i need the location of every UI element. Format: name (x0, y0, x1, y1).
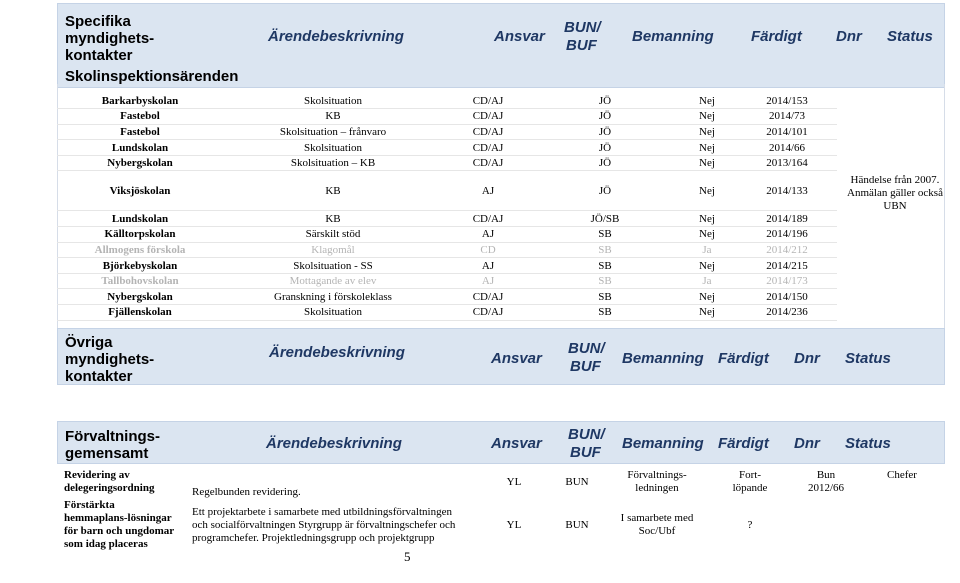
ansvar-cell: YL (506, 475, 522, 488)
bemanning-cell: Nej (677, 155, 737, 171)
dnr-cell: 2013/164 (737, 155, 837, 171)
description-cell: Granskning i förskoleklass (223, 289, 443, 305)
name-cell-line: som idag placeras (64, 538, 148, 550)
school-cell: Viksjöskolan (57, 171, 223, 211)
s3-header-status: Status (845, 435, 891, 452)
school-cell: Fjällenskolan (57, 305, 223, 321)
section2-title-line1: Övriga (65, 334, 113, 351)
bemanning-cell (604, 465, 710, 499)
section1-title-line2: myndighets- (65, 30, 155, 47)
ansvar-cell: CD/AJ (443, 155, 533, 171)
description-cell: Skolsituation – frånvaro (223, 124, 443, 140)
ansvar-cell: AJ (443, 258, 533, 274)
description-cell: Skolsituation – KB (223, 155, 443, 171)
table-row (57, 227, 837, 243)
header-bemanning: Bemanning (632, 28, 714, 45)
bemanning-cell-line: Soc/Ubf (638, 525, 676, 537)
bun-cell: SB (533, 258, 677, 274)
s3-header-bun: BUN/ (568, 426, 605, 443)
section3-header (57, 421, 945, 464)
dnr-cell: 2014/73 (737, 109, 837, 125)
section1-subtitle: Skolinspektionsärenden (65, 68, 239, 85)
bemanning-cell: Nej (677, 140, 737, 156)
description-cell-line: programchefer. Projektledningsgrupp och projektgrupp (192, 531, 435, 544)
s3-header-dnr: Dnr (794, 435, 820, 452)
bun-cell: JÖ (533, 124, 677, 140)
ansvar-cell: AJ (443, 227, 533, 243)
description-cell: Skolsituation - SS (223, 258, 443, 274)
table-row (62, 499, 942, 551)
ansvar-cell: CD/AJ (443, 93, 533, 109)
section3-title-line1: Förvaltnings- (65, 428, 161, 445)
table-row (57, 242, 837, 258)
bun-cell: JÖ (533, 109, 677, 125)
ansvar-cell: CD/AJ (443, 289, 533, 305)
common-table (62, 465, 942, 551)
dnr-cell (790, 465, 862, 499)
s3-header-fardigt: Färdigt (718, 435, 769, 452)
bun-cell: SB (533, 305, 677, 321)
header-dnr: Dnr (836, 28, 862, 45)
header-bun: BUN/ (564, 19, 601, 36)
bemanning-cell: Nej (677, 93, 737, 109)
bun-cell: SB (533, 273, 677, 289)
s2-header-bemanning: Bemanning (622, 350, 704, 367)
bemanning-cell-line: I samarbete med (620, 512, 694, 524)
status-cell: Chefer (887, 469, 917, 481)
name-cell (62, 499, 190, 551)
dnr-cell: 2014/196 (737, 227, 837, 243)
inspection-table (57, 93, 837, 321)
school-cell: Nybergskolan (57, 155, 223, 171)
ansvar-cell: CD (443, 242, 533, 258)
description-cell: Skolsituation (223, 93, 443, 109)
bemanning-cell: Nej (677, 227, 737, 243)
description-cell: Mottagande av elev (223, 273, 443, 289)
bun-cell: JÖ/SB (533, 211, 677, 227)
bun-cell: JÖ (533, 93, 677, 109)
s3-header-arendebeskrivning: Ärendebeskrivning (266, 435, 402, 452)
description-cell: KB (223, 211, 443, 227)
header-status: Status (887, 28, 933, 45)
name-cell-line: Revidering av (64, 469, 130, 481)
fardigt-cell-line: Fort- (739, 469, 761, 481)
s3-header-buf: BUF (570, 444, 601, 461)
school-cell: Nybergskolan (57, 289, 223, 305)
page-number: 5 (404, 549, 411, 564)
bun-cell: JÖ (533, 140, 677, 156)
bemanning-cell: Nej (677, 124, 737, 140)
table-row (57, 93, 837, 109)
bun-cell: BUN (565, 518, 589, 531)
bun-cell: SB (533, 289, 677, 305)
description-cell: Skolsituation (223, 305, 443, 321)
bemanning-cell: Ja (677, 273, 737, 289)
description-cell-line: Ett projektarbete i samarbete med utbildningsförvaltningen (192, 505, 452, 518)
ansvar-cell: AJ (443, 273, 533, 289)
school-cell: Fastebol (57, 124, 223, 140)
bun-cell: JÖ (533, 155, 677, 171)
ansvar-cell: CD/AJ (443, 305, 533, 321)
fardigt-cell (710, 465, 790, 499)
s2-header-fardigt: Färdigt (718, 350, 769, 367)
description-cell (190, 499, 478, 551)
dnr-cell-line: 2012/66 (807, 482, 845, 494)
s2-header-bun: BUN/ (568, 340, 605, 357)
bun-cell: SB (533, 227, 677, 243)
header-buf: BUF (566, 37, 597, 54)
dnr-cell: 2014/212 (737, 242, 837, 258)
name-cell (62, 465, 190, 499)
bemanning-cell: Nej (677, 211, 737, 227)
ansvar-cell: CD/AJ (443, 211, 533, 227)
name-cell-line: Förstärkta (64, 499, 115, 511)
fardigt-cell-line: ? (747, 518, 753, 531)
table-row (57, 258, 837, 274)
section2-title-line2: myndighets- (65, 351, 155, 368)
s2-header-buf: BUF (570, 358, 601, 375)
section1-header (57, 3, 945, 67)
row-note: Händelse från 2007. Anmälan gäller också UBN (847, 174, 943, 212)
ansvar-cell: CD/AJ (443, 124, 533, 140)
name-cell-line: hemmaplans-lösningar (64, 512, 172, 524)
description-cell-line: och socialförvaltningen Styrgrupp är förvaltningschefer och (192, 518, 456, 531)
section1-title-line1: Specifika (65, 13, 131, 30)
dnr-cell (790, 499, 862, 551)
description-cell (190, 465, 478, 499)
dnr-cell: 2014/133 (737, 171, 837, 211)
table-row (57, 155, 837, 171)
bemanning-cell: Nej (677, 171, 737, 211)
ansvar-cell: CD/AJ (443, 109, 533, 125)
dnr-cell: 2014/153 (737, 93, 837, 109)
bemanning-cell: Nej (677, 258, 737, 274)
name-cell-line: delegeringsordning (64, 482, 155, 494)
s2-header-arendebeskrivning: Ärendebeskrivning (269, 344, 405, 361)
s2-header-status: Status (845, 350, 891, 367)
s2-header-ansvar: Ansvar (491, 350, 542, 367)
bun-cell: BUN (565, 475, 589, 488)
table-row (57, 171, 837, 211)
status-cell (862, 499, 942, 551)
dnr-cell: 2014/66 (737, 140, 837, 156)
header-ansvar: Ansvar (494, 28, 545, 45)
table-row (57, 211, 837, 227)
name-cell-line: för barn och ungdomar (64, 525, 175, 537)
description-cell: KB (223, 109, 443, 125)
bemanning-cell: Nej (677, 109, 737, 125)
ansvar-cell: AJ (443, 171, 533, 211)
bemanning-cell-line: ledningen (635, 482, 679, 494)
school-cell: Fastebol (57, 109, 223, 125)
bun-cell: JÖ (533, 171, 677, 211)
section3-title-line2: gemensamt (65, 445, 149, 462)
table-row (57, 289, 837, 305)
dnr-cell: 2014/236 (737, 305, 837, 321)
dnr-cell: 2014/215 (737, 258, 837, 274)
fardigt-cell (710, 499, 790, 551)
school-cell: Björkebyskolan (57, 258, 223, 274)
header-fardigt: Färdigt (751, 28, 802, 45)
description-cell: KB (223, 171, 443, 211)
description-cell: Klagomål (223, 242, 443, 258)
school-cell: Barkarbyskolan (57, 93, 223, 109)
dnr-cell: 2014/189 (737, 211, 837, 227)
description-cell: Särskilt stöd (223, 227, 443, 243)
ansvar-cell: CD/AJ (443, 140, 533, 156)
section2-title-line3: kontakter (65, 368, 133, 385)
bun-cell: SB (533, 242, 677, 258)
s3-header-ansvar: Ansvar (491, 435, 542, 452)
fardigt-cell-line: löpande (732, 482, 768, 494)
table-row (57, 109, 837, 125)
table-row (57, 273, 837, 289)
ansvar-cell: YL (506, 518, 522, 531)
school-cell: Tallbohovskolan (57, 273, 223, 289)
school-cell: Lundskolan (57, 211, 223, 227)
table-row (57, 140, 837, 156)
dnr-cell: 2014/173 (737, 273, 837, 289)
school-cell: Allmogens förskola (57, 242, 223, 258)
bemanning-cell: Ja (677, 242, 737, 258)
school-cell: Lundskolan (57, 140, 223, 156)
table-row (57, 124, 837, 140)
s3-header-bemanning: Bemanning (622, 435, 704, 452)
section2-header (57, 328, 945, 385)
dnr-cell: 2014/150 (737, 289, 837, 305)
dnr-cell-line: Bun (816, 469, 836, 481)
description-cell-line: Regelbunden revidering. (192, 486, 301, 498)
description-cell: Skolsituation (223, 140, 443, 156)
bemanning-cell: Nej (677, 289, 737, 305)
table-row (57, 305, 837, 321)
header-arendebeskrivning: Ärendebeskrivning (268, 28, 404, 45)
s2-header-dnr: Dnr (794, 350, 820, 367)
table-row (62, 465, 942, 499)
bemanning-cell-line: Förvaltnings- (627, 469, 687, 481)
bemanning-cell (604, 499, 710, 551)
bemanning-cell: Nej (677, 305, 737, 321)
section1-title-line3: kontakter (65, 47, 133, 64)
dnr-cell: 2014/101 (737, 124, 837, 140)
school-cell: Källtorpskolan (57, 227, 223, 243)
